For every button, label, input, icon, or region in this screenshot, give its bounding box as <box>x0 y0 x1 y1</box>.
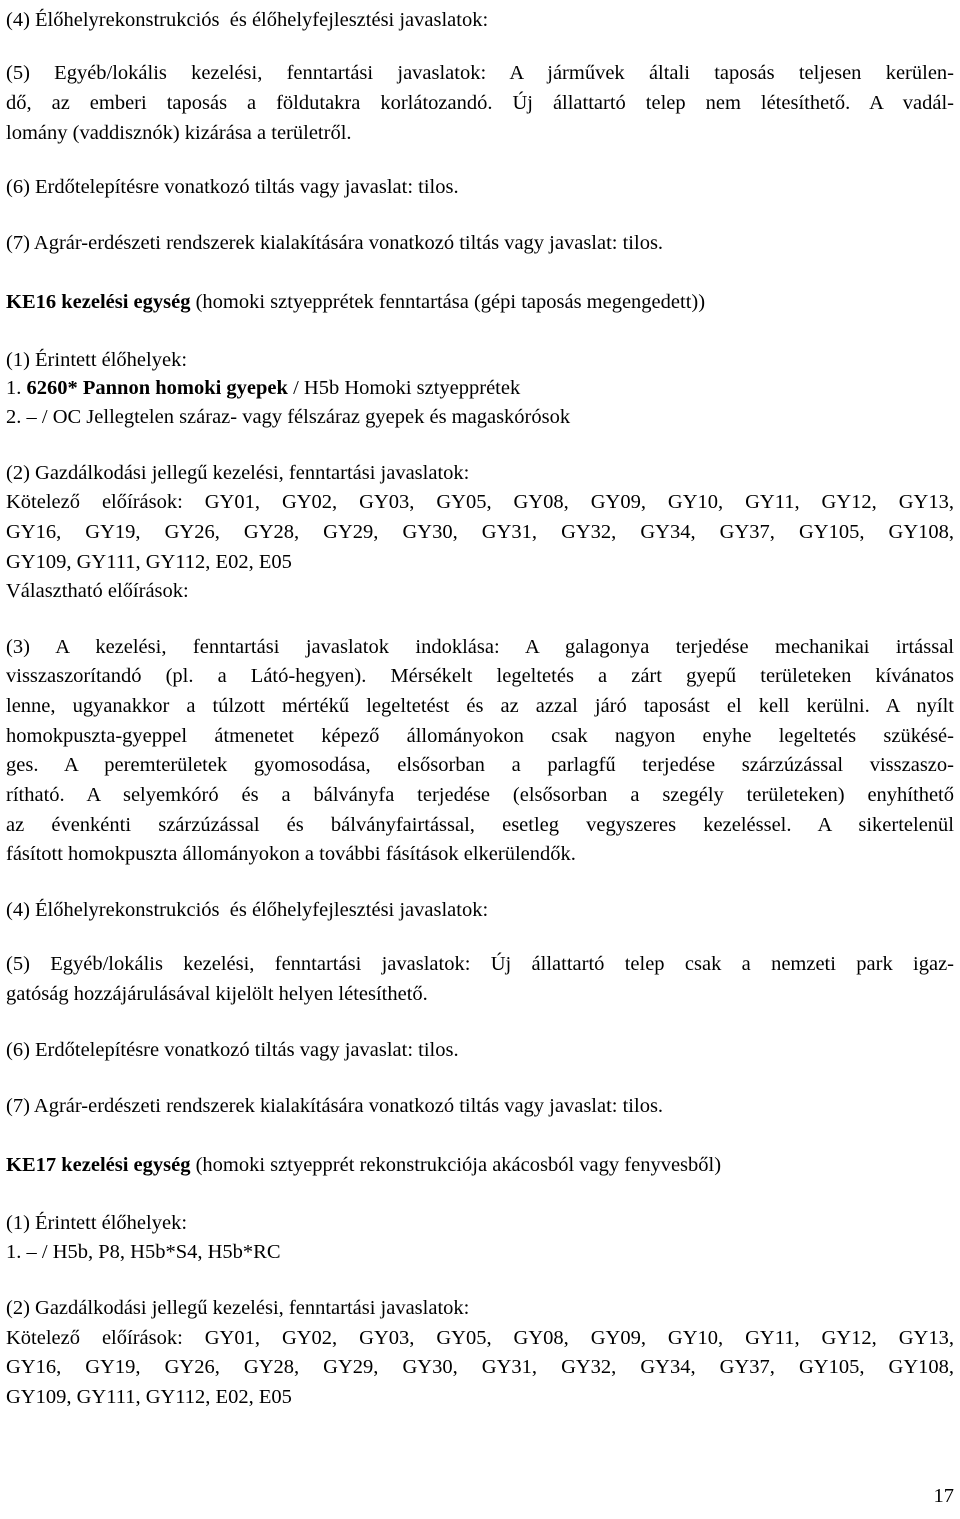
ke17-heading <box>6 1153 721 1177</box>
ke16-mandatory-line-2: GY16, GY19, GY26, GY28, GY29, GY30, GY31, GY32, GY34, GY37, GY105, GY108, <box>6 521 954 543</box>
ke17-habitats-heading: (1) Érintett élőhelyek: <box>6 1212 188 1234</box>
bold-term: KE17 kezelési egység <box>6 1154 191 1176</box>
ke16-justification-line-2: visszaszorítandó (pl. a Látó-hegyen). Mérsékelt legeltetés a zárt gyepű területeken kívánatos <box>6 665 954 687</box>
ke16-afforestation: (6) Erdőtelepítésre vonatkozó tiltás vagy javaslat: tilos. <box>6 1039 459 1061</box>
ke16-optional: Választható előírások: <box>6 580 189 602</box>
ke16-justification-line-3: lenne, ugyanakkor a túlzott mértékű legeltetést és az azzal járó taposást el kell kerülni. A nyílt <box>6 695 954 717</box>
ke15-afforestation: (6) Erdőtelepítésre vonatkozó tiltás vagy javaslat: tilos. <box>6 176 459 198</box>
ke16-justification-line-1: (3) A kezelési, fenntartási javaslatok indoklása: A galagonya terjedése mechanikai irtással <box>6 636 954 658</box>
ke16-justification-line-4: homokpuszta-gyeppel átmenetet képező állományokon csak nagyon enyhe legeltetés szükésé- <box>6 725 954 747</box>
line-rest: (homoki sztyepprét rekonstrukciója akácosból vagy fenyvesből) <box>190 1154 722 1176</box>
line-rest: / H5b Homoki sztyepprétek <box>287 377 521 399</box>
ke17-management-heading: (2) Gazdálkodási jellegű kezelési, fenntartási javaslatok: <box>6 1297 470 1319</box>
ke15-other-line-2: dő, az emberi taposás a földutakra korlátozandó. Új állattartó telep nem létesíthető. A vadál- <box>6 92 954 114</box>
ke16-justification-line-6: rítható. A selyemkóró és a bálványfa terjedése (elsősorban a szegély területeken) enyhíthető <box>6 784 954 806</box>
ke15-agroforestry: (7) Agrár-erdészeti rendszerek kialakítására vonatkozó tiltás vagy javaslat: tilos. <box>6 232 664 254</box>
line-rest: (homoki sztyepprétek fenntartása (gépi taposás megengedett)) <box>190 291 706 313</box>
ke15-reconstruction-heading: (4) Élőhelyrekonstrukciós és élőhelyfejlesztési javaslatok: <box>6 9 489 31</box>
ke16-mandatory-line-1: Kötelező előírások: GY01, GY02, GY03, GY05, GY08, GY09, GY10, GY11, GY12, GY13, <box>6 491 954 513</box>
ke16-agroforestry: (7) Agrár-erdészeti rendszerek kialakítására vonatkozó tiltás vagy javaslat: tilos. <box>6 1095 664 1117</box>
ke16-justification-line-8: fásított homokpuszta állományokon a további fásítások elkerülendők. <box>6 843 576 865</box>
bold-term: KE16 kezelési egység <box>6 291 191 313</box>
ke15-other-line-3: lomány (vaddisznók) kizárása a területről. <box>6 122 352 144</box>
page-number: 17 <box>933 1485 954 1507</box>
ke16-reconstruction-heading: (4) Élőhelyrekonstrukciós és élőhelyfejlesztési javaslatok: <box>6 899 489 921</box>
ke17-mandatory-line-2: GY16, GY19, GY26, GY28, GY29, GY30, GY31, GY32, GY34, GY37, GY105, GY108, <box>6 1356 954 1378</box>
ke16-heading <box>6 290 705 314</box>
ke17-habitat-1: 1. – / H5b, P8, H5b*S4, H5b*RC <box>6 1241 281 1263</box>
ke15-other-line-1: (5) Egyéb/lokális kezelési, fenntartási javaslatok: A járművek általi taposás teljesen kerülen- <box>6 62 954 84</box>
ke16-habitats-heading: (1) Érintett élőhelyek: <box>6 349 188 371</box>
list-number: 1. <box>6 377 27 399</box>
ke16-habitat-1 <box>6 376 520 400</box>
ke16-habitat-2: 2. – / OC Jellegtelen száraz- vagy félszáraz gyepek és magaskórósok <box>6 406 571 428</box>
ke16-mandatory-line-3: GY109, GY111, GY112, E02, E05 <box>6 551 292 573</box>
bold-term: 6260* Pannon homoki gyepek <box>26 377 288 399</box>
ke16-other-line-1: (5) Egyéb/lokális kezelési, fenntartási javaslatok: Új állattartó telep csak a nemzeti park igaz- <box>6 953 954 975</box>
ke17-mandatory-line-3: GY109, GY111, GY112, E02, E05 <box>6 1386 292 1408</box>
ke16-other-line-2: gatóság hozzájárulásával kijelölt helyen létesíthető. <box>6 983 428 1005</box>
ke16-justification-line-5: ges. A peremterületek gyomosodása, elsősorban a parlagfű terjedése szárzúzással visszaszo- <box>6 754 954 776</box>
ke16-justification-line-7: az évenkénti szárzúzással és bálványfairtással, esetleg vegyszeres kezeléssel. A sikertelenül <box>6 814 954 836</box>
ke16-management-heading: (2) Gazdálkodási jellegű kezelési, fenntartási javaslatok: <box>6 462 470 484</box>
ke17-mandatory-line-1: Kötelező előírások: GY01, GY02, GY03, GY05, GY08, GY09, GY10, GY11, GY12, GY13, <box>6 1327 954 1349</box>
